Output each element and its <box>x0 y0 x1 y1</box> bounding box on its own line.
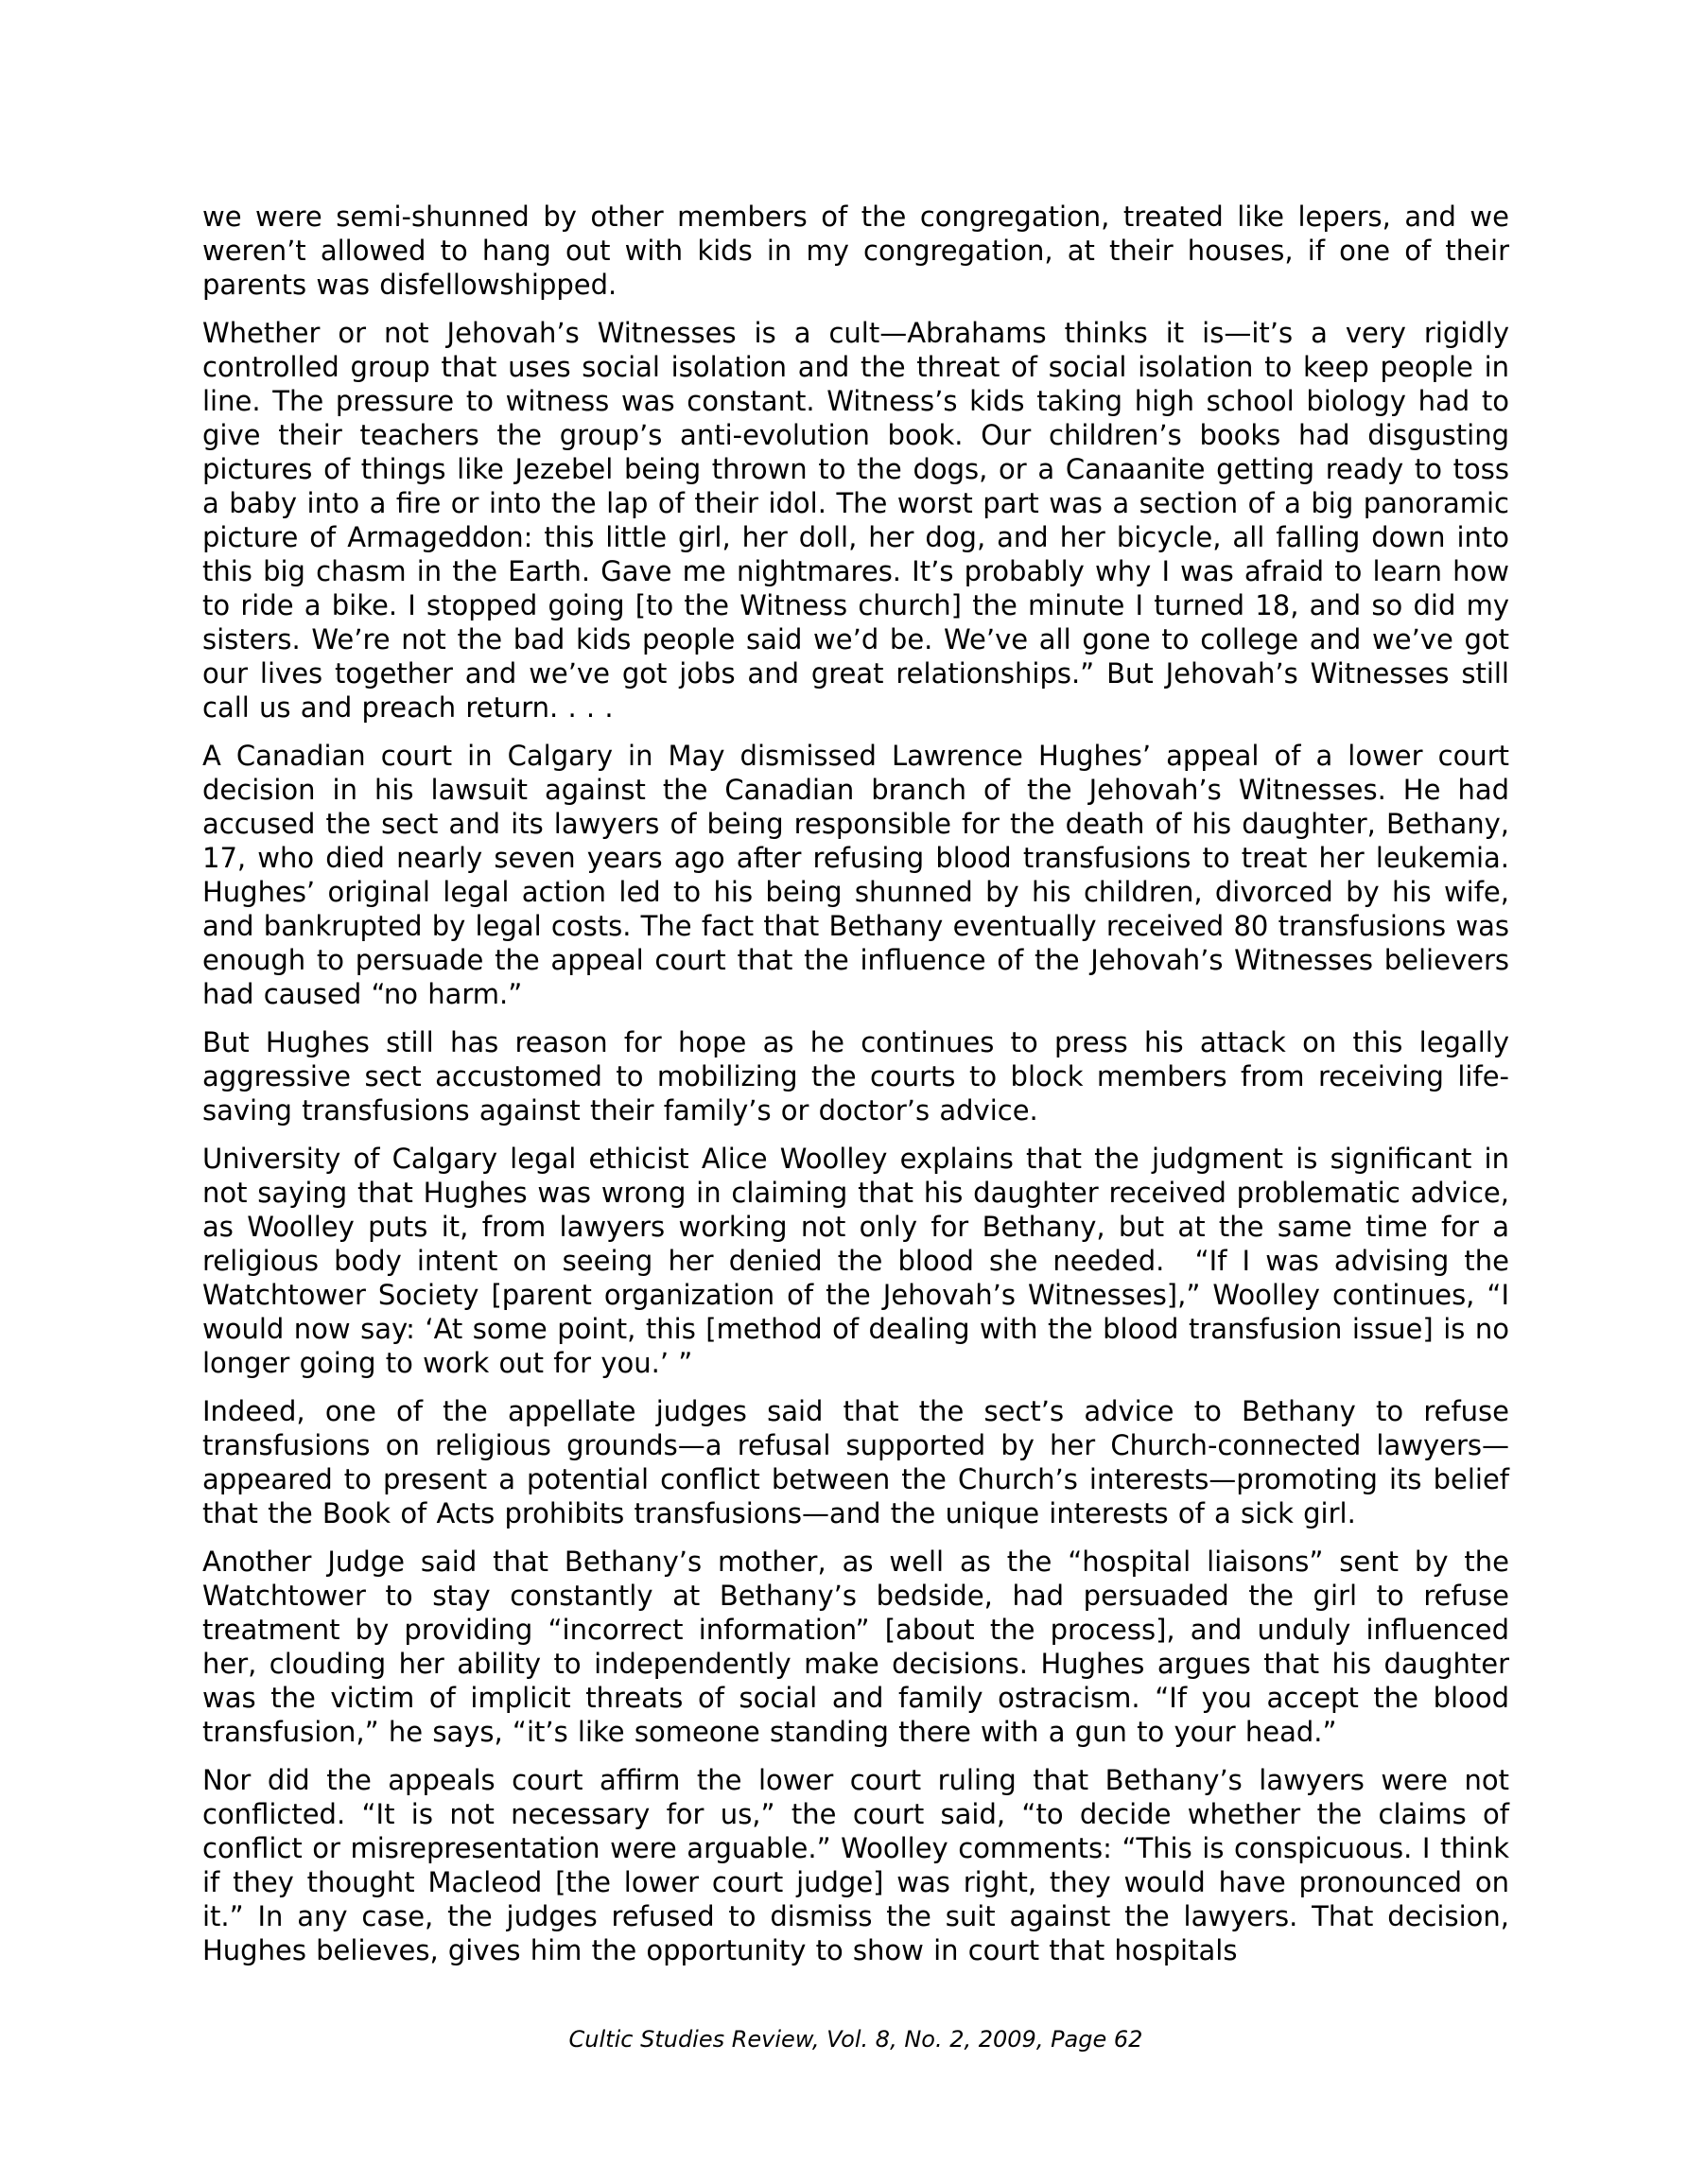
body-paragraph-4: But Hughes still has reason for hope as he continues to press his attack on this legally aggressive sect accustomed to mobilizing the courts to block members from receiving life-saving transfusions against their family’s or doctor’s advice. <box>202 1026 1509 1127</box>
body-paragraph-7: Another Judge said that Bethany’s mother, as well as the “hospital liaisons” sent by the Watchtower to stay constantly at Bethany’s bedside, had persuaded the girl to refuse treatment by providing “incorrect information” [about the process], and unduly influenced her, clouding her ability to independently make decisions. Hughes argues that his daughter was the victim of implicit threats of social and family ostracism. “If you accept the blood transfusion,” he says, “it’s like someone standing there with a gun to your head.” <box>202 1546 1509 1748</box>
body-paragraph-3: A Canadian court in Calgary in May dismissed Lawrence Hughes’ appeal of a lower court decision in his lawsuit against the Canadian branch of the Jehovah’s Witnesses. He had accused the sect and its lawyers of being responsible for the death of his daughter, Bethany, 17, who died nearly seven years ago after refusing blood transfusions to treat her leukemia. Hughes’ original legal action led to his being shunned by his children, divorced by his wife, and bankrupted by legal costs. The fact that Bethany eventually received 80 transfusions was enough to persuade the appeal court that the influence of the Jehovah’s Witnesses believers had caused “no harm.” <box>202 740 1509 1010</box>
body-paragraph-2: Whether or not Jehovah’s Witnesses is a cult—Abrahams thinks it is—it’s a very rigidly controlled group that uses social isolation and the threat of social isolation to keep people in line. The pressure to witness was constant. Witness’s kids taking high school biology had to give their teachers the group’s anti-evolution book. Our children’s books had disgusting pictures of things like Jezebel being thrown to the dogs, or a Canaanite getting ready to toss a baby into a fire or into the lap of their idol. The worst part was a section of a big panoramic picture of Armageddon: this little girl, her doll, her dog, and her bicycle, all falling down into this big chasm in the Earth. Gave me nightmares. It’s probably why I was afraid to learn how to ride a bike. I stopped going [to the Witness church] the minute I turned 18, and so did my sisters. We’re not the bad kids people said we’d be. We’ve all gone to college and we’ve got our lives together and we’ve got jobs and great relationships.” But Jehovah’s Witnesses still call us and preach return. . . . <box>202 317 1509 724</box>
body-paragraph-5: University of Calgary legal ethicist Alice Woolley explains that the judgment is significant in not saying that Hughes was wrong in claiming that his daughter received problematic advice, as Woolley puts it, from lawyers working not only for Bethany, but at the same time for a religious body intent on seeing her denied the blood she needed. “If I was advising the Watchtower Society [parent organization of the Jehovah’s Witnesses],” Woolley continues, “I would now say: ‘At some point, this [method of dealing with the blood transfusion issue] is no longer going to work out for you.’ ” <box>202 1143 1509 1379</box>
body-text-column <box>202 200 1509 1967</box>
body-paragraph-1: we were semi-shunned by other members of the congregation, treated like lepers, and we weren’t allowed to hang out with kids in my congregation, at their houses, if one of their parents was disfellowshipped. <box>202 201 1509 301</box>
page-footer: Cultic Studies Review, Vol. 8, No. 2, 2009, Page 62 <box>568 2026 1143 2053</box>
body-paragraph-6: Indeed, one of the appellate judges said that the sect’s advice to Bethany to refuse transfusions on religious grounds—a refusal supported by her Church-connected lawyers—appeared to present a potential conflict between the Church’s interests—promoting its belief that the Book of Acts prohibits transfusions—and the unique interests of a sick girl. <box>202 1395 1509 1529</box>
body-paragraph-8: Nor did the appeals court affirm the lower court ruling that Bethany’s lawyers were not conflicted. “It is not necessary for us,” the court said, “to decide whether the claims of conflict or misrepresentation were arguable.” Woolley comments: “This is conspicuous. I think if they thought Macleod [the lower court judge] was right, they would have pronounced on it.” In any case, the judges refused to dismiss the suit against the lawyers. That decision, Hughes believes, gives him the opportunity to show in court that hospitals <box>202 1764 1509 1966</box>
